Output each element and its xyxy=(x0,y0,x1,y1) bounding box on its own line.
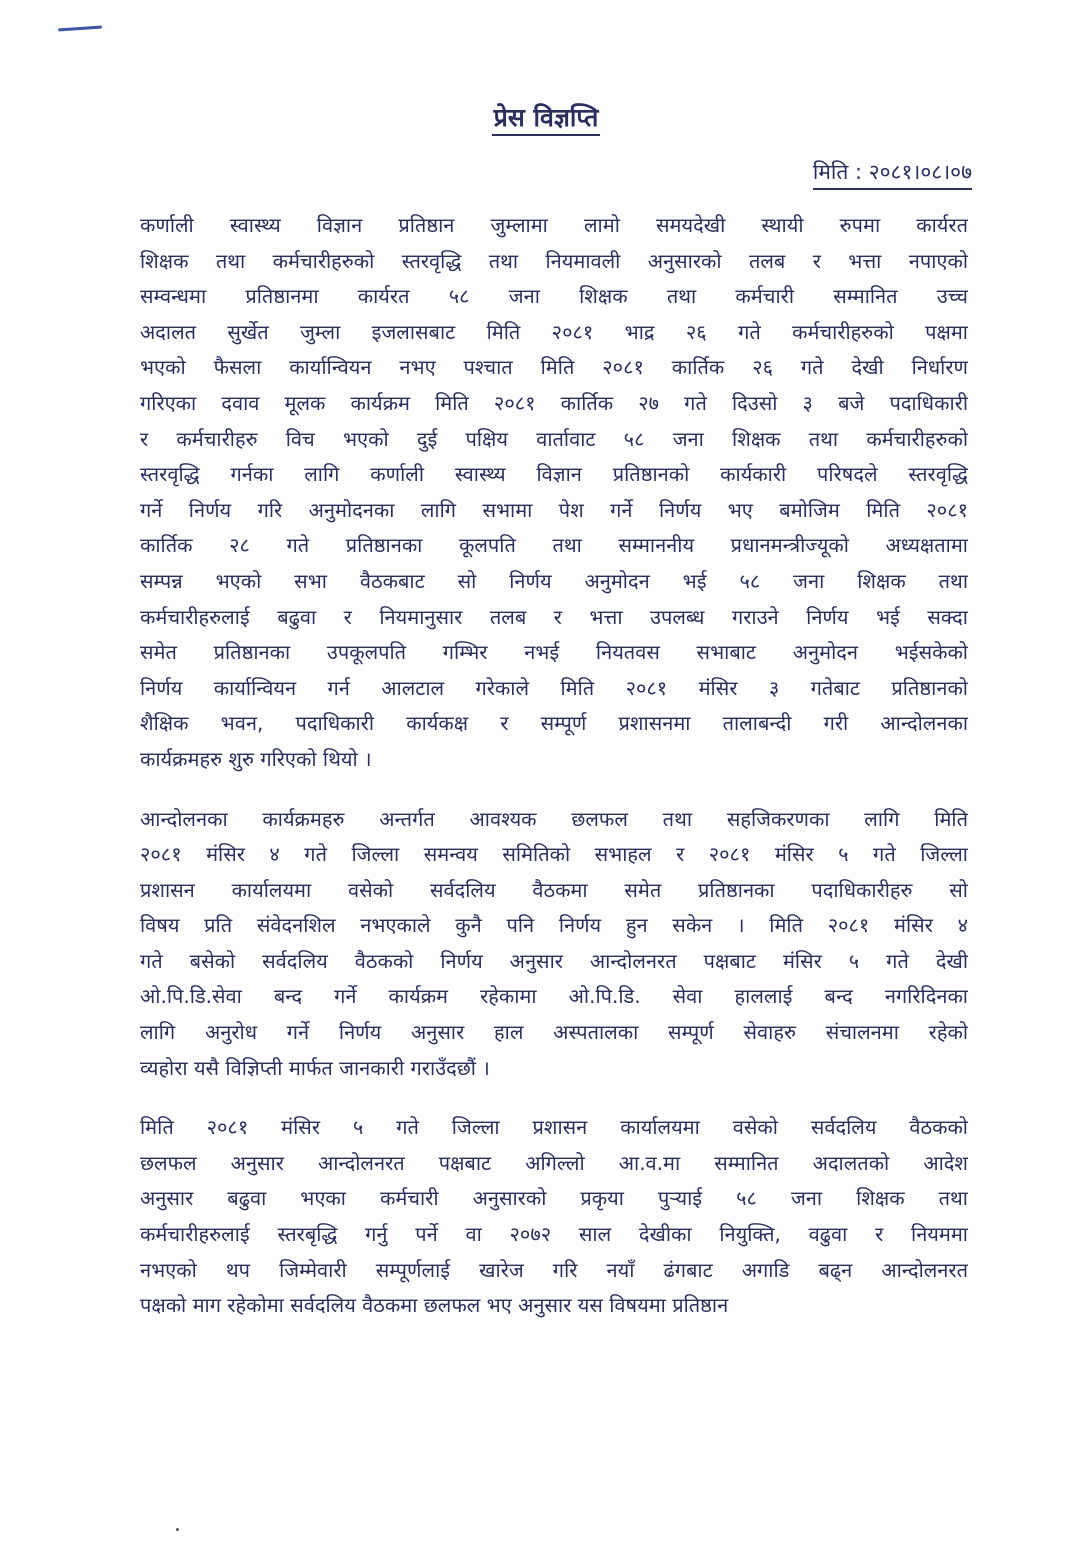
date-line: मिति : २०८१।०८।०७ xyxy=(813,158,972,190)
paragraph-line: छलफल अनुसार आन्दोलनरत पक्षबाट अगिल्लो आ.व.मा सम्मानित अदालतको आदेश xyxy=(140,1150,968,1175)
page-title xyxy=(0,100,1092,134)
paragraph-line: निर्णय कार्यान्वियन गर्न आलटाल गरेकाले मिति २०८१ मंसिर ३ गतेबाट प्रतिष्ठानको xyxy=(140,675,968,700)
paragraph xyxy=(140,802,968,1087)
paragraph-line: कर्मचारीहरुलाई स्तरबृद्धि गर्नु पर्ने वा २०७२ साल देखीका नियुक्ति, वढुवा र नियममा xyxy=(140,1222,968,1247)
paragraph-line: कार्तिक २८ गते प्रतिष्ठानका कूलपति तथा सम्माननीय प्रधानमन्त्रीज्यूको अध्यक्षतामा xyxy=(140,533,968,558)
paragraph-line: सम्पन्न भएको सभा वैठकबाट सो निर्णय अनुमोदन भई ५८ जना शिक्षक तथा xyxy=(140,568,968,593)
title-text: प्रेस विज्ञप्ति xyxy=(492,103,601,136)
paragraph-line: लागि अनुरोध गर्ने निर्णय अनुसार हाल अस्पतालका सम्पूर्ण सेवाहरु संचालनमा रहेको xyxy=(140,1020,968,1045)
paragraph-line: व्यहोरा यसै विज्ञिप्ती मार्फत जानकारी गराउँदछौं । xyxy=(140,1055,490,1080)
paragraph-line: शिक्षक तथा कर्मचारीहरुको स्तरवृद्धि तथा नियमावली अनुसारको तलब र भत्ता नपाएको xyxy=(140,248,968,273)
paragraph-line: अदालत सुर्खेत जुम्ला इजलासबाट मिति २०८१ भाद्र २६ गते कर्मचारीहरुको पक्षमा xyxy=(140,319,968,344)
paragraph-line: नभएको थप जिम्मेवारी सम्पूर्णलाई खारेज गरि नयाँ ढंगबाट अगाडि बढ्न आन्दोलनरत xyxy=(140,1257,968,1282)
paragraph xyxy=(140,1110,968,1324)
paragraph xyxy=(140,208,968,778)
paragraph-line: र कर्मचारीहरु विच भएको दुई पक्षिय वार्तावाट ५८ जना शिक्षक तथा कर्मचारीहरुको xyxy=(140,426,968,451)
paragraph-line: ओ.पि.डि.सेवा बन्द गर्ने कार्यक्रम रहेकामा ओ.पि.डि. सेवा हाललाई बन्द नगरिदिनका xyxy=(140,984,968,1009)
body-text xyxy=(140,208,968,1348)
paragraph-line: २०८१ मंसिर ४ गते जिल्ला समन्वय समितिको सभाहल र २०८१ मंसिर ५ गते जिल्ला xyxy=(140,842,968,867)
stray-dot xyxy=(176,1528,179,1531)
paragraph-line: अनुसार बढुवा भएका कर्मचारी अनुसारको प्रकृया पुऱ्याई ५८ जना शिक्षक तथा xyxy=(140,1186,968,1211)
paragraph-line: प्रशासन कार्यालयमा वसेको सर्वदलिय वैठकमा समेत प्रतिष्ठानका पदाधिकारीहरु सो xyxy=(140,877,968,902)
paragraph-line: पक्षको माग रहेकोमा सर्वदलिय वैठकमा छलफल भए अनुसार यस विषयमा प्रतिष्ठान xyxy=(140,1293,729,1318)
paragraph-line: गते बसेको सर्वदलिय वैठकको निर्णय अनुसार आन्दोलनरत पक्षबाट मंसिर ५ गते देखी xyxy=(140,948,968,973)
paragraph-line: गर्ने निर्णय गरि अनुमोदनका लागि सभामा पेश गर्ने निर्णय भए बमोजिम मिति २०८१ xyxy=(140,497,968,522)
pen-mark xyxy=(58,25,102,31)
paragraph-line: मिति २०८१ मंसिर ५ गते जिल्ला प्रशासन कार्यालयमा वसेको सर्वदलिय वैठकको xyxy=(140,1115,968,1140)
paragraph-line: आन्दोलनका कार्यक्रमहरु अन्तर्गत आवश्यक छलफल तथा सहजिकरणका लागि मिति xyxy=(140,806,968,831)
paragraph-line: शैक्षिक भवन, पदाधिकारी कार्यकक्ष र सम्पूर्ण प्रशासनमा तालाबन्दी गरी आन्दोलनका xyxy=(140,711,968,736)
paragraph-line: कर्मचारीहरुलाई बढुवा र नियमानुसार तलब र भत्ता उपलब्ध गराउने निर्णय भई सक्दा xyxy=(140,604,968,629)
paragraph-line: कर्णाली स्वास्थ्य विज्ञान प्रतिष्ठान जुम्लामा लामो समयदेखी स्थायी रुपमा कार्यरत xyxy=(140,213,968,237)
paragraph-line: विषय प्रति संवेदनशिल नभएकाले कुनै पनि निर्णय हुन सकेन । मिति २०८१ मंसिर ४ xyxy=(140,913,968,938)
paragraph-line: समेत प्रतिष्ठानका उपकूलपति गम्भिर नभई नियतवस सभाबाट अनुमोदन भईसकेको xyxy=(140,640,968,665)
paragraph-line: स्तरवृद्धि गर्नका लागि कर्णाली स्वास्थ्य विज्ञान प्रतिष्ठानको कार्यकारी परिषदले स्तरवृद्धि xyxy=(140,462,968,487)
paragraph-line: सम्वन्धमा प्रतिष्ठानमा कार्यरत ५८ जना शिक्षक तथा कर्मचारी सम्मानित उच्च xyxy=(140,284,968,309)
paragraph-line: गरिएका दवाव मूलक कार्यक्रम मिति २०८१ कार्तिक २७ गते दिउसो ३ बजे पदाधिकारी xyxy=(140,390,968,415)
paragraph-line: भएको फैसला कार्यान्वियन नभए पश्चात मिति २०८१ कार्तिक २६ गते देखी निर्धारण xyxy=(140,355,968,380)
paragraph-line: कार्यक्रमहरु शुरु गरिएको थियो । xyxy=(140,746,372,771)
